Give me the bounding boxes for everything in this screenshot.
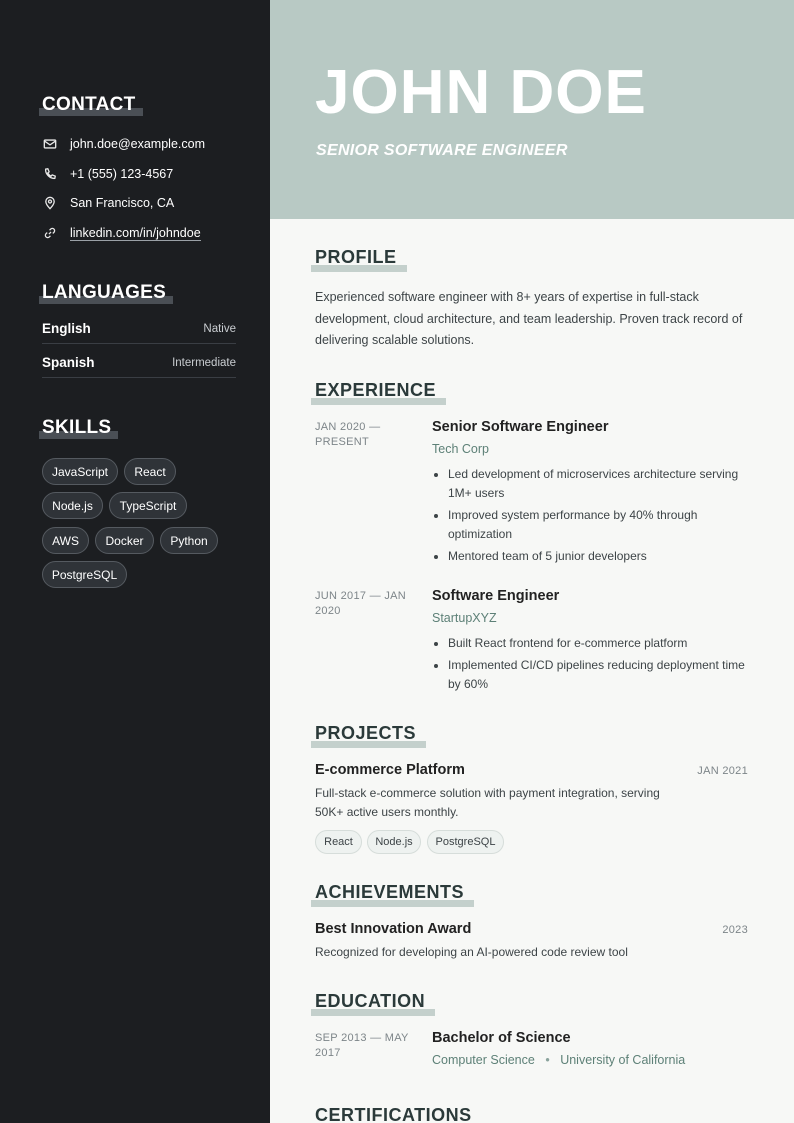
projects-heading: PROJECTS bbox=[315, 723, 416, 744]
achievement-date: 2023 bbox=[722, 924, 748, 936]
education-heading: EDUCATION bbox=[315, 991, 425, 1012]
achievement-description: Recognized for developing an AI-powered code review tool bbox=[315, 945, 628, 959]
education-school: University of California bbox=[560, 1053, 686, 1067]
contact-heading: CONTACT bbox=[42, 94, 138, 116]
contact-phone[interactable]: +1 (555) 123-4567 bbox=[42, 165, 173, 183]
location-pin-icon bbox=[42, 195, 58, 211]
job-date: JUN 2017 — JAN 2020 bbox=[315, 590, 407, 617]
job-company: StartupXYZ bbox=[432, 611, 497, 625]
certifications-heading: CERTIFICATIONS bbox=[315, 1105, 472, 1123]
profile-text: Experienced software engineer with 8+ years of expertise in full-stack development, cloud architecture, and team leadership. Proven track record of delivering scalable solutions. bbox=[315, 290, 743, 347]
candidate-name: JOHN DOE bbox=[315, 58, 647, 127]
language-row bbox=[42, 314, 236, 344]
list-item: Implemented CI/CD pipelines reducing deployment time by 60% bbox=[432, 656, 752, 694]
link-icon bbox=[42, 225, 58, 241]
language-name: English bbox=[42, 321, 91, 336]
education-field: Computer Science bbox=[432, 1053, 535, 1067]
education-degree: Bachelor of Science bbox=[432, 1030, 571, 1046]
list-item: Led development of microservices architecture serving 1M+ users bbox=[432, 465, 752, 503]
skill-tag: AWS bbox=[42, 527, 89, 554]
sidebar bbox=[0, 0, 270, 1123]
job-bullets bbox=[432, 465, 752, 569]
skill-tag: JavaScript bbox=[42, 458, 118, 485]
mail-icon bbox=[42, 136, 58, 152]
separator-dot: • bbox=[545, 1053, 550, 1067]
resume-header bbox=[270, 0, 794, 219]
contact-email[interactable]: john.doe@example.com bbox=[42, 135, 205, 153]
project-tag: Node.js bbox=[367, 830, 421, 854]
achievements-heading: ACHIEVEMENTS bbox=[315, 882, 464, 903]
skill-tag: PostgreSQL bbox=[42, 561, 127, 588]
contact-linkedin[interactable] bbox=[42, 224, 201, 242]
language-level: Intermediate bbox=[172, 356, 236, 369]
skills-heading: SKILLS bbox=[42, 417, 113, 439]
language-name: Spanish bbox=[42, 355, 95, 370]
skill-tag: Python bbox=[160, 527, 218, 554]
project-title: E-commerce Platform bbox=[315, 762, 465, 778]
phone-icon bbox=[42, 166, 58, 182]
education-details bbox=[432, 1053, 685, 1067]
achievement-title: Best Innovation Award bbox=[315, 921, 472, 937]
language-row bbox=[42, 348, 236, 378]
list-item: Built React frontend for e-commerce platform bbox=[432, 634, 752, 653]
languages-heading: LANGUAGES bbox=[42, 282, 168, 304]
linkedin-link[interactable]: linkedin.com/in/johndoe bbox=[70, 225, 201, 240]
job-date: JAN 2020 — PRESENT bbox=[315, 421, 381, 448]
skill-tag: Node.js bbox=[42, 492, 103, 519]
job-role: Senior Software Engineer bbox=[432, 419, 609, 435]
contact-location: San Francisco, CA bbox=[42, 194, 174, 212]
experience-heading: EXPERIENCE bbox=[315, 380, 436, 401]
candidate-title: SENIOR SOFTWARE ENGINEER bbox=[316, 142, 568, 159]
job-bullets bbox=[432, 634, 752, 697]
skill-tag: TypeScript bbox=[109, 492, 187, 519]
project-tag: PostgreSQL bbox=[427, 830, 504, 854]
project-tag: React bbox=[315, 830, 362, 854]
job-role: Software Engineer bbox=[432, 588, 560, 604]
skill-tag: Docker bbox=[95, 527, 154, 554]
project-description: Full-stack e-commerce solution with payment integration, serving 50K+ active users monthly. bbox=[315, 786, 660, 819]
project-date: JAN 2021 bbox=[697, 765, 748, 777]
education-date: SEP 2013 — MAY 2017 bbox=[315, 1032, 409, 1059]
list-item: Improved system performance by 40% through optimization bbox=[432, 506, 752, 544]
skill-tag: React bbox=[124, 458, 176, 485]
list-item: Mentored team of 5 junior developers bbox=[432, 547, 752, 566]
job-company: Tech Corp bbox=[432, 442, 489, 456]
profile-heading: PROFILE bbox=[315, 247, 397, 268]
language-level: Native bbox=[203, 322, 236, 335]
